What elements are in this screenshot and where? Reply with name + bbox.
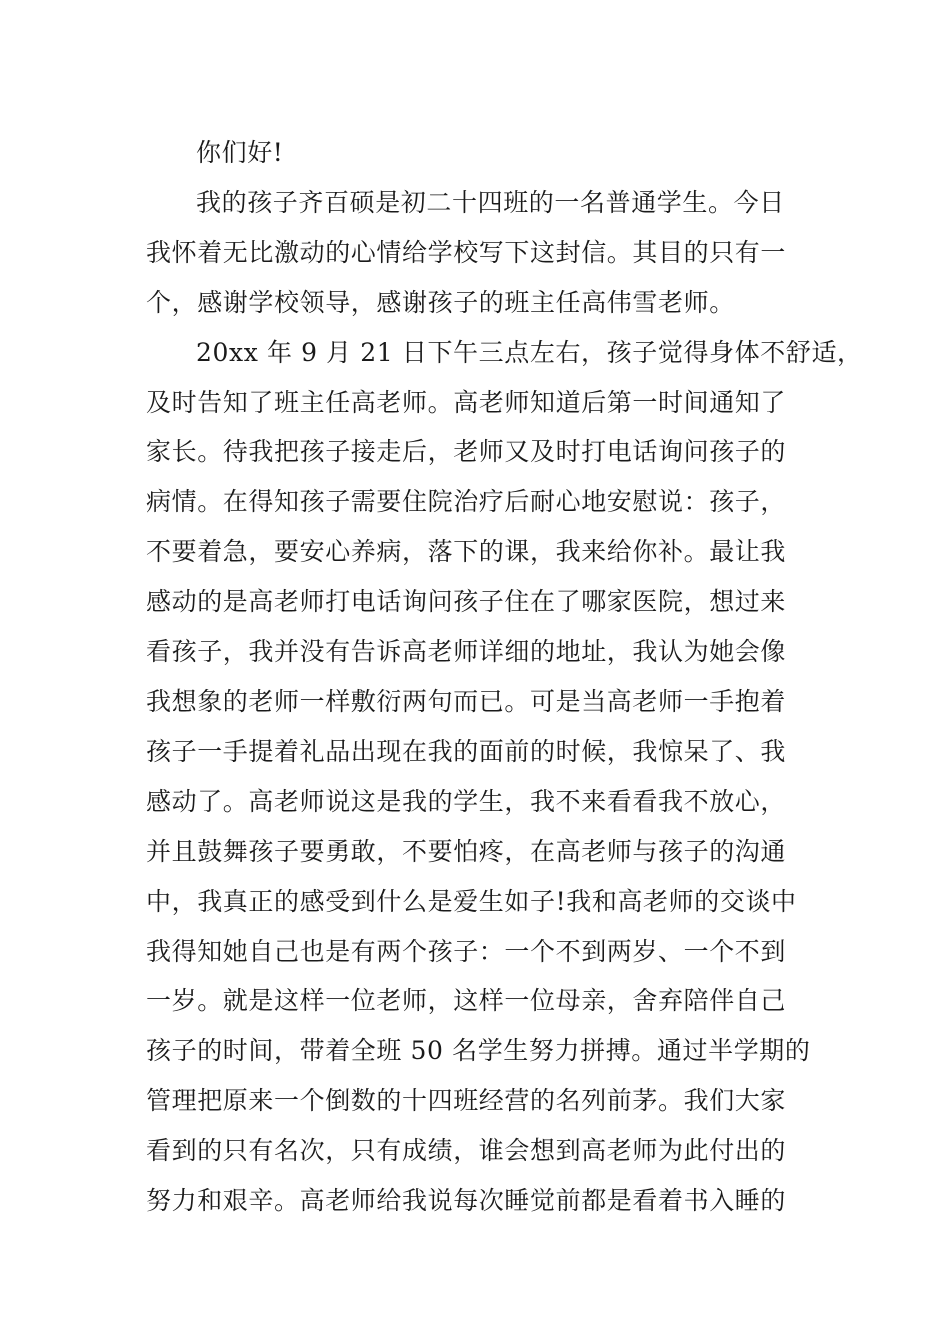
text-line: 我想象的老师一样敷衍两句而已。可是当高老师一手抱着 — [146, 686, 787, 716]
text-line: 病情。在得知孩子需要住院治疗后耐心地安慰说：孩子， — [146, 487, 787, 517]
text-line: 中，我真正的感受到什么是爱生如子!我和高老师的交谈中 — [146, 886, 797, 916]
text-line: 你们好! — [196, 138, 284, 167]
paragraph-greeting — [146, 128, 810, 178]
text-line: 孩子的时间，带着全班 50 名学生努力拼搏。通过半学期的 — [146, 1036, 811, 1066]
letter-body — [146, 128, 863, 1226]
text-line: 感动的是高老师打电话询问孩子住在了哪家医院，想过来 — [146, 587, 787, 617]
text-line: 看孩子，我并没有告诉高老师详细的地址，我认为她会像 — [146, 637, 787, 667]
text-line: 感动了。高老师说这是我的学生，我不来看看我不放心， — [146, 786, 787, 816]
text-line: 管理把原来一个倒数的十四班经营的名列前茅。我们大家 — [146, 1086, 787, 1116]
text-line: 我的孩子齐百硕是初二十四班的一名普通学生。今日 — [196, 187, 785, 217]
paragraph-introduction — [146, 178, 810, 328]
text-line: 看到的只有名次，只有成绩，谁会想到高老师为此付出的 — [146, 1136, 787, 1166]
text-line: 我得知她自己也是有两个孩子：一个不到两岁、一个不到 — [146, 936, 787, 966]
text-line: 努力和艰辛。高老师给我说每次睡觉前都是看着书入睡的 — [146, 1186, 787, 1216]
text-line: 及时告知了班主任高老师。高老师知道后第一时间通知了 — [146, 387, 787, 417]
text-line: 并且鼓舞孩子要勇敢，不要怕疼，在高老师与孩子的沟通 — [146, 836, 787, 866]
text-line: 家长。待我把孩子接走后，老师又及时打电话询问孩子的 — [146, 437, 787, 467]
text-line: 孩子一手提着礼品出现在我的面前的时候，我惊呆了、我 — [146, 736, 787, 766]
paragraph-story — [146, 328, 863, 1226]
text-line: 20xx 年 9 月 21 日下午三点左右，孩子觉得身体不舒适， — [196, 337, 863, 367]
text-line: 不要着急，要安心养病，落下的课，我来给你补。最让我 — [146, 537, 787, 567]
text-line: 个，感谢学校领导，感谢孩子的班主任高伟雪老师。 — [146, 287, 735, 317]
text-line: 我怀着无比激动的心情给学校写下这封信。其目的只有一 — [146, 237, 787, 267]
text-line: 一岁。就是这样一位老师，这样一位母亲，舍弃陪伴自己 — [146, 986, 787, 1016]
